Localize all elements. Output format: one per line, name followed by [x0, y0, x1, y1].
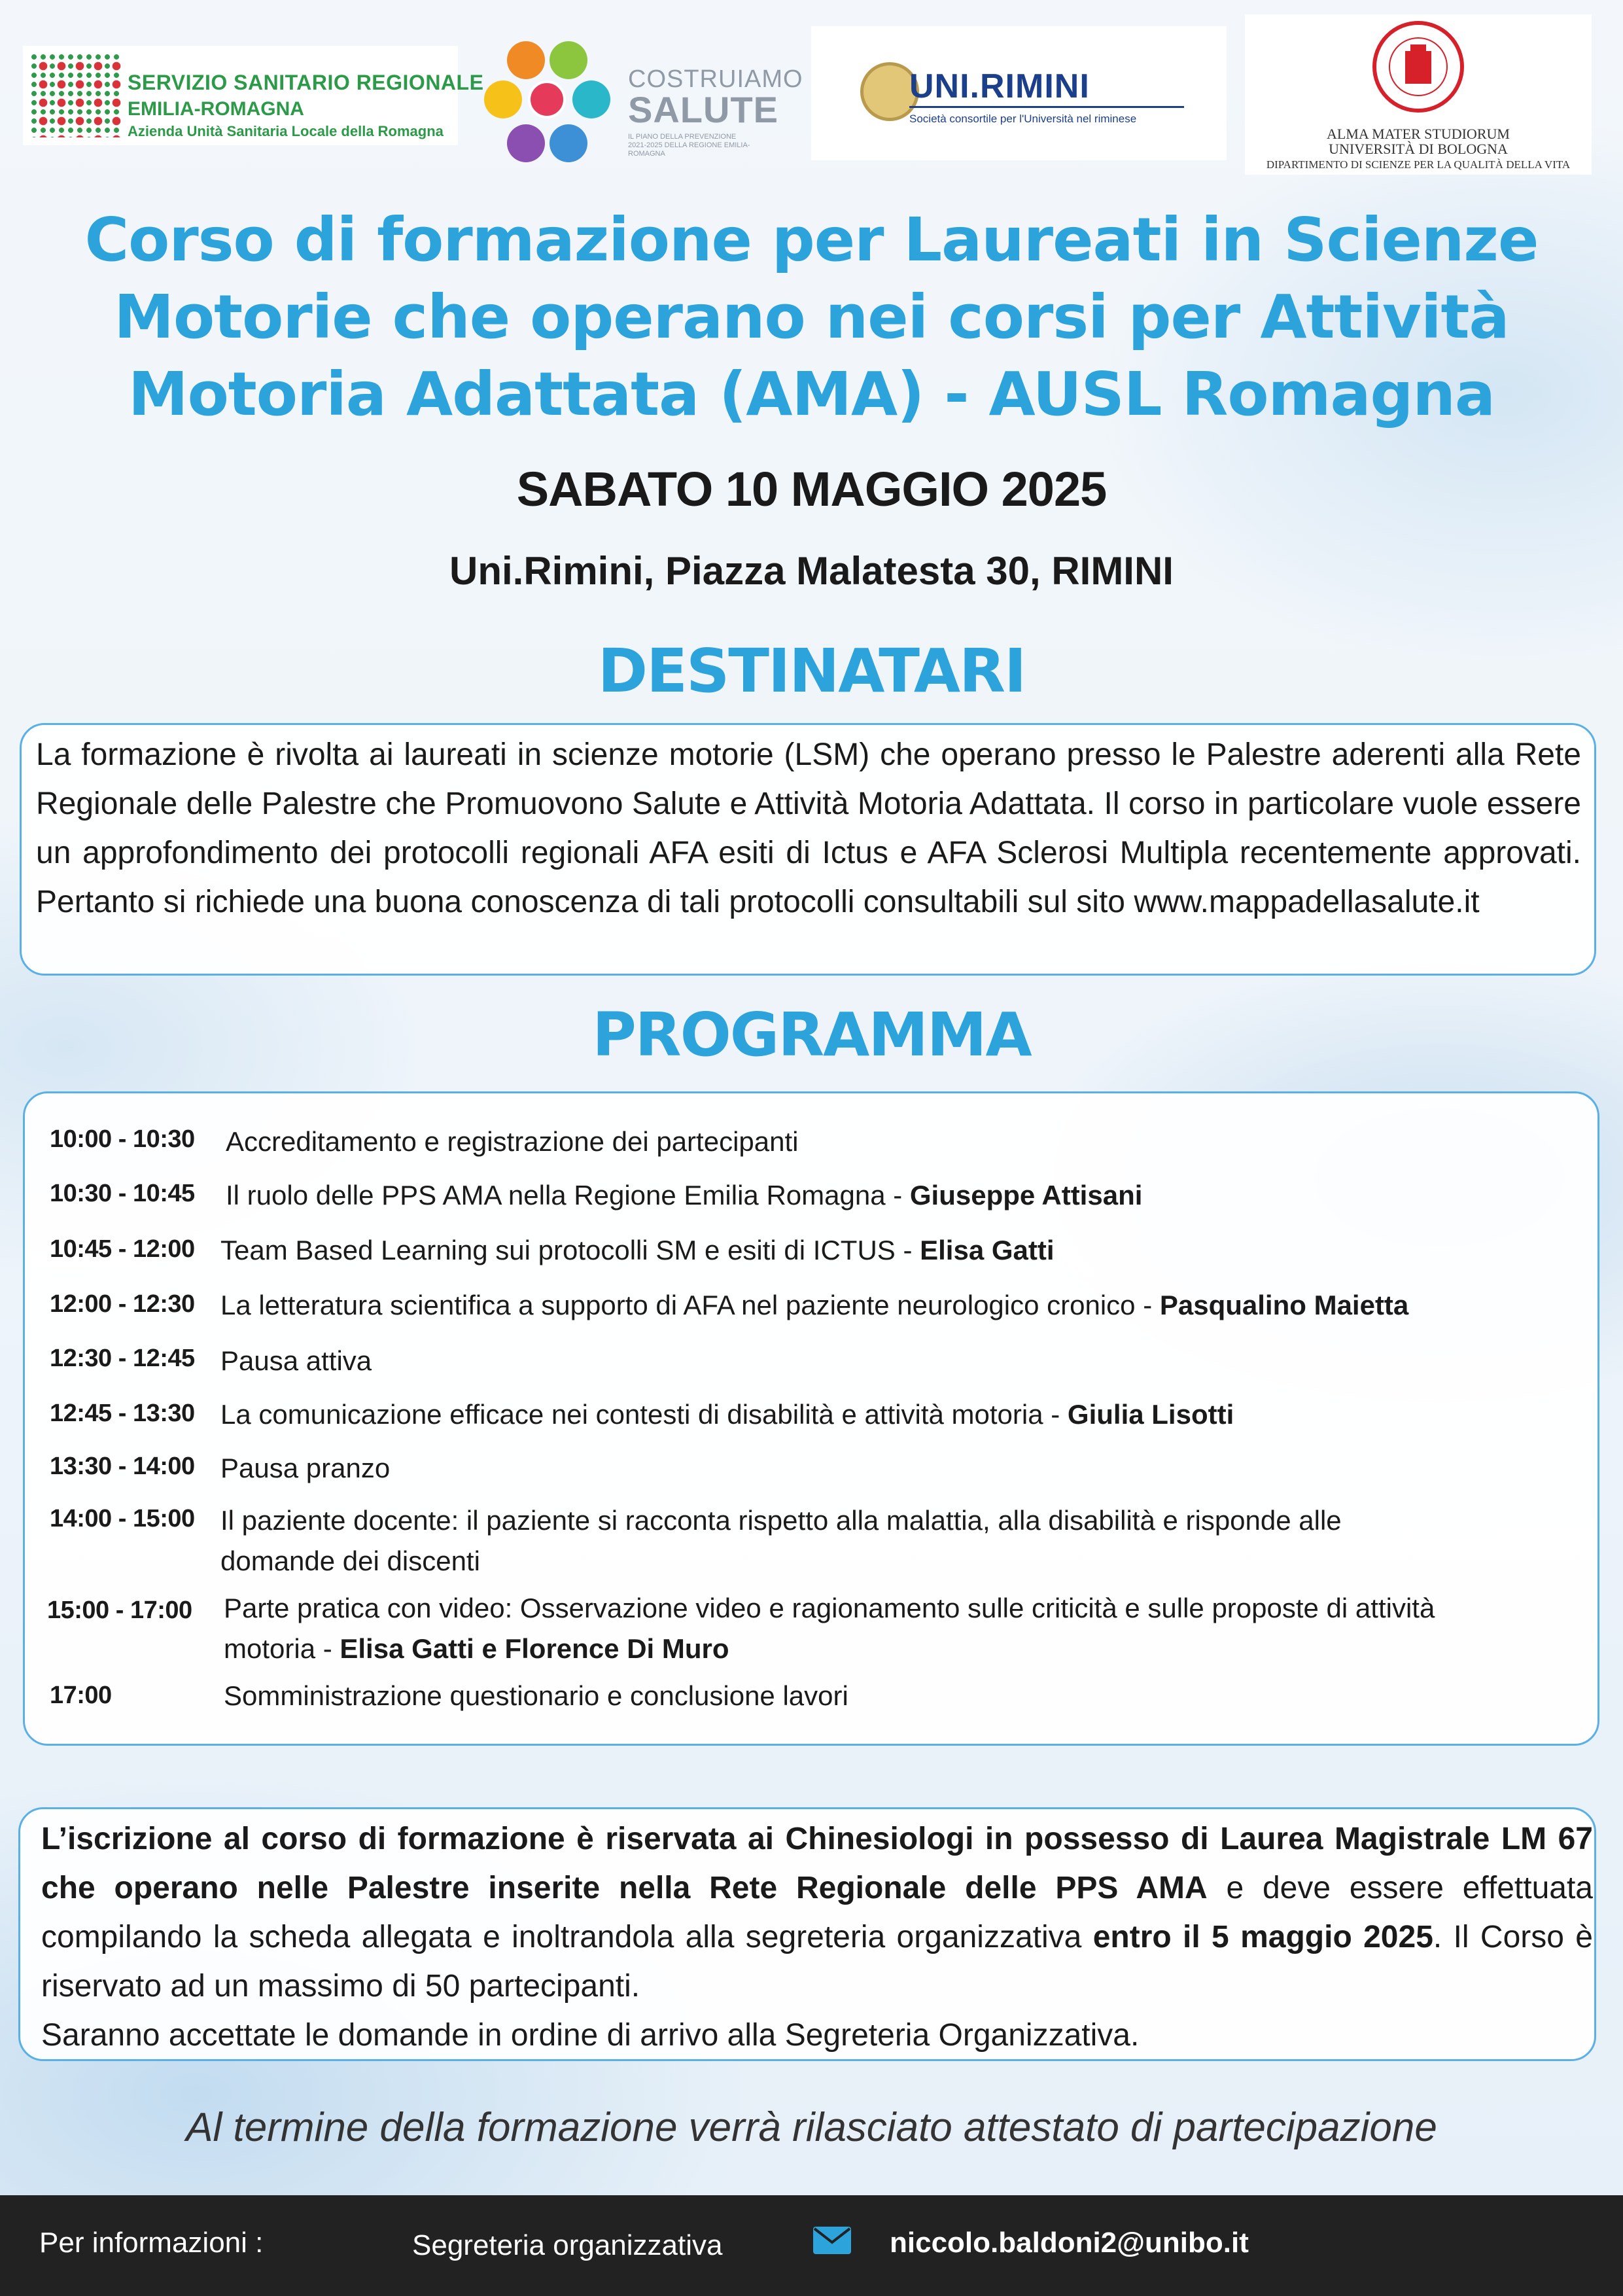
program-speaker: Pasqualino Maietta [1159, 1290, 1409, 1320]
info-label: Per informazioni : [39, 2227, 264, 2259]
program-time: 10:45 - 12:00 [50, 1235, 195, 1263]
program-speaker: Elisa Gatti e Florence Di Muro [340, 1633, 729, 1664]
iscrizione-bold1: L’iscrizione al corso di formazione è riservata ai Chinesiologi in possesso di Laurea Magistrale LM 67 che operano nelle Palestre inserite nella Rete Regionale delle PPS AMA [41, 1822, 1593, 1905]
program-desc-text2: domande dei discenti [220, 1545, 480, 1576]
costruiamo-line1: COSTRUIAMO [628, 65, 803, 93]
person-icon [507, 124, 545, 162]
logo-ssr-emilia-romagna [23, 46, 484, 145]
logo-unirimini [811, 26, 1227, 160]
program-desc [226, 1122, 798, 1162]
program-desc [220, 1230, 1055, 1271]
iscrizione-box [18, 1807, 1596, 2061]
food-icon [484, 80, 522, 118]
heart-icon [528, 80, 566, 118]
program-desc-text: Accreditamento e registrazione dei partecipanti [226, 1126, 799, 1157]
event-date: SABATO 10 MAGGIO 2025 [516, 462, 1107, 516]
program-desc [224, 1676, 848, 1716]
programma-heading: PROGRAMMA [592, 1000, 1031, 1070]
unibo-seal-icon [1372, 21, 1464, 113]
logo-costruiamo-salute [481, 36, 803, 186]
program-time: 10:00 - 10:30 [50, 1125, 195, 1153]
iscrizione-text1: e deve essere effettuata compilando la scheda allegata e inoltrandola alla segreteria organizzativa [41, 1871, 1594, 1954]
iscrizione-deadline: entro il 5 maggio 2025 [1092, 1920, 1433, 1954]
title-line3: Motoria Adattata (AMA) - AUSL Romagna [128, 359, 1495, 429]
program-time: 10:30 - 10:45 [50, 1180, 195, 1207]
ssr-line3: Azienda Unità Sanitaria Locale della Romagna [128, 123, 444, 139]
program-desc [220, 1341, 372, 1381]
ssr-line2: EMILIA-ROMAGNA [128, 98, 304, 120]
destinatari-heading: DESTINATARI [597, 636, 1026, 706]
program-time: 12:30 - 12:45 [50, 1345, 195, 1372]
program-speaker: Elisa Gatti [920, 1235, 1055, 1265]
destinatari-box [20, 723, 1596, 976]
segreteria-label: Segreteria organizzativa [412, 2229, 723, 2261]
program-time: 12:45 - 13:30 [50, 1400, 195, 1427]
logo-unibo [1245, 14, 1592, 175]
event-location: Uni.Rimini, Piazza Malatesta 30, RIMINI [449, 549, 1174, 593]
program-desc-text: Pausa attiva [220, 1345, 372, 1376]
unirimini-name: UNI.RIMINI [909, 67, 1090, 105]
program-desc-text: Somministrazione questionario e conclusione lavori [224, 1680, 848, 1711]
unibo-line3: DIPARTIMENTO DI SCIENZE PER LA QUALITÀ DELLA VITA [1266, 158, 1571, 171]
stethoscope-icon [572, 80, 610, 118]
program-desc [220, 1448, 390, 1489]
costruiamo-line3: IL PIANO DELLA PREVENZIONE 2021-2025 DELLA REGIONE EMILIA-ROMAGNA [628, 133, 750, 158]
program-time: 15:00 - 17:00 [47, 1597, 192, 1624]
program-desc-text: Il ruolo delle PPS AMA nella Regione Emilia Romagna - [226, 1180, 910, 1210]
unibo-line1: ALMA MATER STUDIORUM [1327, 126, 1510, 142]
leaf-icon [550, 41, 587, 79]
unirimini-underline [909, 106, 1184, 108]
iscrizione-text [41, 1814, 1593, 2011]
program-desc-text: Team Based Learning sui protocolli SM e esiti di ICTUS - [220, 1235, 920, 1265]
iscrizione-text2: . Il Corso è riservato ad un massimo di 50 partecipanti. [41, 1920, 1593, 2004]
title-line1: Corso di formazione per Laureati in Scienze [84, 205, 1539, 275]
program-desc-text: La comunicazione efficace nei contesti di disabilità e attività motoria - [220, 1399, 1068, 1430]
program-speaker: Giuseppe Attisani [909, 1180, 1143, 1210]
program-desc [220, 1500, 1342, 1581]
family-icon [550, 124, 587, 162]
unirimini-subtitle: Società consortile per l'Università nel riminese [909, 113, 1137, 125]
destinatari-text: La formazione è rivolta ai laureati in scienze motorie (LSM) che operano presso le Palestre aderenti alla Rete Regionale delle Palestre che Promuovono Salute e Attività Motoria Adattata. Il corso in particolare vuole essere un approfondimento dei protocolli regionali AFA esiti di Ictus e AFA Sclerosi Multipla recentemente approvati. Pertanto si richiede una buona conoscenza di tali protocolli consultabili sul sito www.mappadellasalute.it [36, 737, 1581, 919]
program-desc [220, 1285, 1408, 1326]
program-desc-text: La letteratura scientifica a supporto di AFA nel paziente neurologico cronico - [220, 1290, 1160, 1320]
program-time: 17:00 [50, 1682, 112, 1709]
program-time: 12:00 - 12:30 [50, 1290, 195, 1318]
attestato-note: Al termine della formazione verrà rilasciato attestato di partecipazione [186, 2105, 1437, 2150]
unibo-line2: UNIVERSITÀ DI BOLOGNA [1329, 141, 1508, 157]
program-desc [224, 1588, 1435, 1669]
program-desc [226, 1175, 1142, 1216]
program-desc [220, 1394, 1234, 1435]
ssr-dots-red-icon [29, 52, 121, 137]
runner-icon [507, 41, 545, 79]
title-line2: Motorie che operano nei corsi per Attività [114, 282, 1509, 352]
program-desc-text: Parte pratica con video: Osservazione video e ragionamento sulle criticità e sulle proposte di attività [224, 1593, 1435, 1623]
bottom-bar [0, 2195, 1623, 2296]
page-title [0, 202, 1623, 433]
costruiamo-line2: SALUTE [628, 89, 778, 130]
program-desc-text: Pausa pranzo [220, 1453, 391, 1483]
program-time: 13:30 - 14:00 [50, 1453, 195, 1480]
mail-icon [813, 2227, 851, 2254]
program-speaker: Giulia Lisotti [1067, 1399, 1234, 1430]
email-link[interactable]: niccolo.baldoni2@unibo.it [890, 2227, 1249, 2259]
program-desc-text2: motoria - [224, 1633, 340, 1664]
program-time: 14:00 - 15:00 [50, 1505, 195, 1532]
iscrizione-text3: Saranno accettate le domande in ordine di arrivo alla Segreteria Organizzativa. [41, 2018, 1140, 2053]
ssr-line1: SERVIZIO SANITARIO REGIONALE [128, 71, 484, 94]
program-desc-text: Il paziente docente: il paziente si racconta rispetto alla malattia, alla disabilità e risponde alle [220, 1505, 1342, 1536]
